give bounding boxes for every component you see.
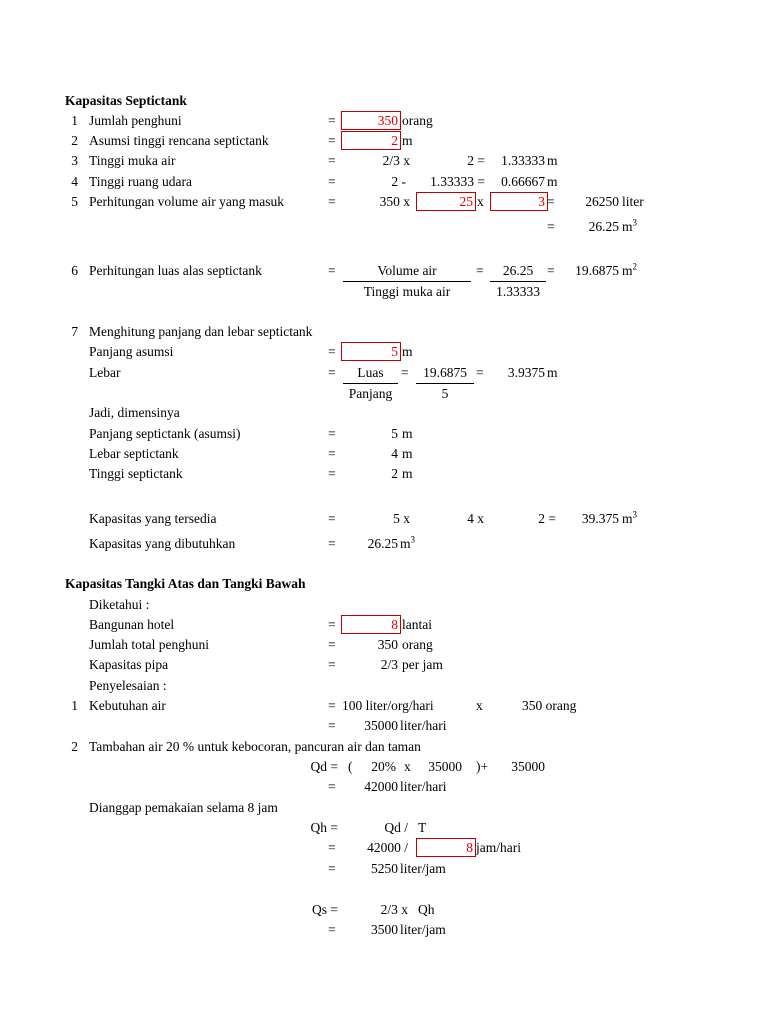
result-value: 2/3: [380, 657, 398, 672]
formula-part: (: [348, 759, 353, 774]
equals-sign: =: [328, 511, 336, 526]
fraction-denominator: 5: [441, 386, 449, 401]
equals-sign: =: [328, 698, 336, 713]
equals-sign: =: [547, 263, 555, 278]
value-penghuni[interactable]: 350: [377, 113, 398, 128]
equals-sign: =: [328, 779, 336, 794]
multiply-sign: x: [477, 194, 484, 209]
formula-part: 350 orang: [522, 698, 577, 713]
equals-sign: =: [328, 718, 336, 733]
equals-sign: =: [328, 466, 336, 481]
row-number: 4: [71, 174, 78, 189]
equals-sign: =: [328, 922, 336, 937]
label-kapasitas-dibutuhkan: Kapasitas yang dibutuhkan: [89, 536, 236, 551]
label-bangunan-hotel: Bangunan hotel: [89, 617, 175, 632]
unit-label: liter/hari: [400, 779, 447, 794]
formula-part: 20%: [371, 759, 396, 774]
fraction-numerator: 26.25: [502, 263, 534, 278]
label-kapasitas-tersedia: Kapasitas yang tersedia: [89, 511, 217, 526]
label-tambahan-air: Tambahan air 20 % untuk kebocoran, pancuran air dan taman: [89, 739, 421, 754]
unit-label: orang: [402, 637, 433, 652]
fraction-denominator: 1.33333: [496, 284, 540, 299]
unit-label-m2: $m^2$: [622, 261, 638, 278]
label-volume-air: Perhitungan volume air yang masuk: [89, 194, 284, 209]
equals-sign: =: [328, 657, 336, 672]
unit-label: m: [547, 153, 558, 168]
unit-label: lantai: [402, 617, 432, 632]
label-lebar-septictank: Lebar septictank: [89, 446, 179, 461]
result-value: 0.66667: [501, 174, 545, 189]
equals-sign: =: [547, 194, 555, 209]
equals-sign: =: [328, 861, 336, 876]
fraction-numerator: Luas: [357, 365, 384, 380]
unit-label: orang: [402, 113, 433, 128]
equals-sign: =: [328, 344, 336, 359]
formula-part: 35000: [428, 759, 462, 774]
fraction-numerator: Volume air: [377, 263, 437, 278]
formula-part: 100 liter/org/hari: [342, 698, 434, 713]
equals-sign: =: [476, 263, 484, 278]
formula-part: 2/3 x: [382, 153, 410, 168]
formula-part: 1.33333 =: [430, 174, 485, 189]
label-lebar: Lebar: [89, 365, 121, 380]
fraction-denominator: Panjang: [348, 386, 393, 401]
unit-label: per jam: [402, 657, 443, 672]
equals-sign: =: [328, 446, 336, 461]
unit-label-m3: $m^3$: [622, 217, 638, 234]
label-jumlah-total-penghuni: Jumlah total penghuni: [89, 637, 209, 652]
equals-sign: =: [328, 263, 336, 278]
equals-sign: =: [328, 133, 336, 148]
row-number: 5: [71, 194, 78, 209]
fraction-bar: [343, 383, 398, 384]
unit-label: m: [402, 133, 413, 148]
result-value: 5250: [371, 861, 398, 876]
result-value: 4: [391, 446, 398, 461]
formula-part: 350 x: [379, 194, 410, 209]
fraction-bar: [343, 281, 471, 282]
unit-label: liter/jam: [400, 861, 446, 876]
label-jumlah-penghuni: Jumlah penghuni: [89, 113, 182, 128]
formula-part: Qh: [418, 902, 435, 917]
label-kapasitas-pipa: Kapasitas pipa: [89, 657, 169, 672]
unit-label: liter/jam: [400, 922, 446, 937]
fraction-denominator: Tinggi muka air: [363, 284, 451, 299]
equals-sign: =: [328, 637, 336, 652]
fraction-bar: [416, 383, 474, 384]
formula-part: T: [418, 820, 427, 835]
label-tinggi-septictank: Tinggi septictank: [89, 466, 183, 481]
unit-label: jam/hari: [476, 840, 521, 855]
value-tinggi[interactable]: 2: [391, 133, 398, 148]
value-volume-1[interactable]: 25: [459, 194, 473, 209]
result-value: 26.25: [367, 536, 398, 551]
result-value: 3500: [371, 922, 398, 937]
equals-sign: =: [328, 153, 336, 168]
result-value: 3.9375: [507, 365, 545, 380]
unit-label: m: [402, 344, 413, 359]
formula-label: Qh =: [310, 820, 338, 835]
formula-part: )+: [476, 759, 489, 774]
result-value: 350: [377, 637, 398, 652]
value-lantai[interactable]: 8: [391, 617, 398, 632]
label-tinggi-muka-air: Tinggi muka air: [89, 153, 176, 168]
unit-label: liter/hari: [400, 718, 447, 733]
section-title-tangki: Kapasitas Tangki Atas dan Tangki Bawah: [65, 576, 306, 591]
formula-part: 2 =: [538, 511, 556, 526]
formula-part: Qd /: [384, 820, 408, 835]
label-panjang-asumsi: Panjang asumsi: [89, 344, 174, 359]
unit-label-m3: $m^3$: [400, 534, 416, 551]
row-number: 2: [71, 739, 78, 754]
result-value: 26.25: [588, 219, 619, 234]
unit-label: m: [547, 365, 558, 380]
equals-sign: =: [328, 174, 336, 189]
equals-sign: =: [476, 365, 484, 380]
equals-sign: =: [401, 365, 409, 380]
label-penyelesaian: Penyelesaian :: [89, 678, 167, 693]
multiply-sign: x: [476, 698, 483, 713]
section-title-septictank: Kapasitas Septictank: [65, 93, 187, 108]
result-value: 35000: [364, 718, 398, 733]
result-value: 19.6875: [575, 263, 619, 278]
value-jam[interactable]: 8: [466, 840, 473, 855]
label-diketahui: Diketahui :: [89, 597, 150, 612]
equals-sign: =: [328, 840, 336, 855]
formula-label: Qs =: [312, 902, 338, 917]
multiply-sign: x: [404, 759, 411, 774]
label-kebutuhan-air: Kebutuhan air: [89, 698, 166, 713]
formula-part: 2/3 x: [380, 902, 408, 917]
label-tinggi-ruang-udara: Tinggi ruang udara: [89, 174, 192, 189]
result-value: 42000: [364, 779, 398, 794]
label-jadi: Jadi, dimensinya: [89, 405, 180, 420]
row-number: 1: [71, 113, 78, 128]
equals-sign: =: [328, 617, 336, 632]
value-panjang[interactable]: 5: [391, 344, 398, 359]
label-panjang-septictank: Panjang septictank (asumsi): [89, 426, 241, 441]
label-asumsi-tinggi: Asumsi tinggi rencana septictank: [89, 133, 269, 148]
unit-label-m3: $m^3$: [622, 509, 638, 526]
formula-part: 5 x: [393, 511, 410, 526]
label-dianggap: Dianggap pemakaian selama 8 jam: [89, 800, 278, 815]
unit-label: m: [402, 466, 413, 481]
formula-part: 42000 /: [367, 840, 408, 855]
formula-part: 2 =: [467, 153, 485, 168]
row-number: 7: [71, 324, 78, 339]
unit-label: m: [402, 426, 413, 441]
row-number: 2: [71, 133, 78, 148]
equals-sign: =: [328, 194, 336, 209]
result-value: 1.33333: [501, 153, 545, 168]
formula-label: Qd =: [310, 759, 338, 774]
result-value: 26250: [585, 194, 619, 209]
equals-sign: =: [328, 113, 336, 128]
formula-part: 35000: [511, 759, 545, 774]
fraction-bar: [490, 281, 546, 282]
row-number: 6: [71, 263, 78, 278]
row-number: 3: [71, 153, 78, 168]
fraction-numerator: 19.6875: [423, 365, 467, 380]
label-menghitung: Menghitung panjang dan lebar septictank: [89, 324, 313, 339]
formula-part: 2 -: [391, 174, 406, 189]
equals-sign: =: [328, 426, 336, 441]
row-number: 1: [71, 698, 78, 713]
equals-sign: =: [547, 219, 555, 234]
unit-label: m: [402, 446, 413, 461]
equals-sign: =: [328, 365, 336, 380]
formula-part: 4 x: [467, 511, 484, 526]
unit-label: liter: [622, 194, 644, 209]
result-value: 5: [391, 426, 398, 441]
value-volume-2[interactable]: 3: [538, 194, 545, 209]
result-value: 2: [391, 466, 398, 481]
unit-label: m: [547, 174, 558, 189]
result-value: 39.375: [581, 511, 619, 526]
equals-sign: =: [328, 536, 336, 551]
label-luas-alas: Perhitungan luas alas septictank: [89, 263, 262, 278]
